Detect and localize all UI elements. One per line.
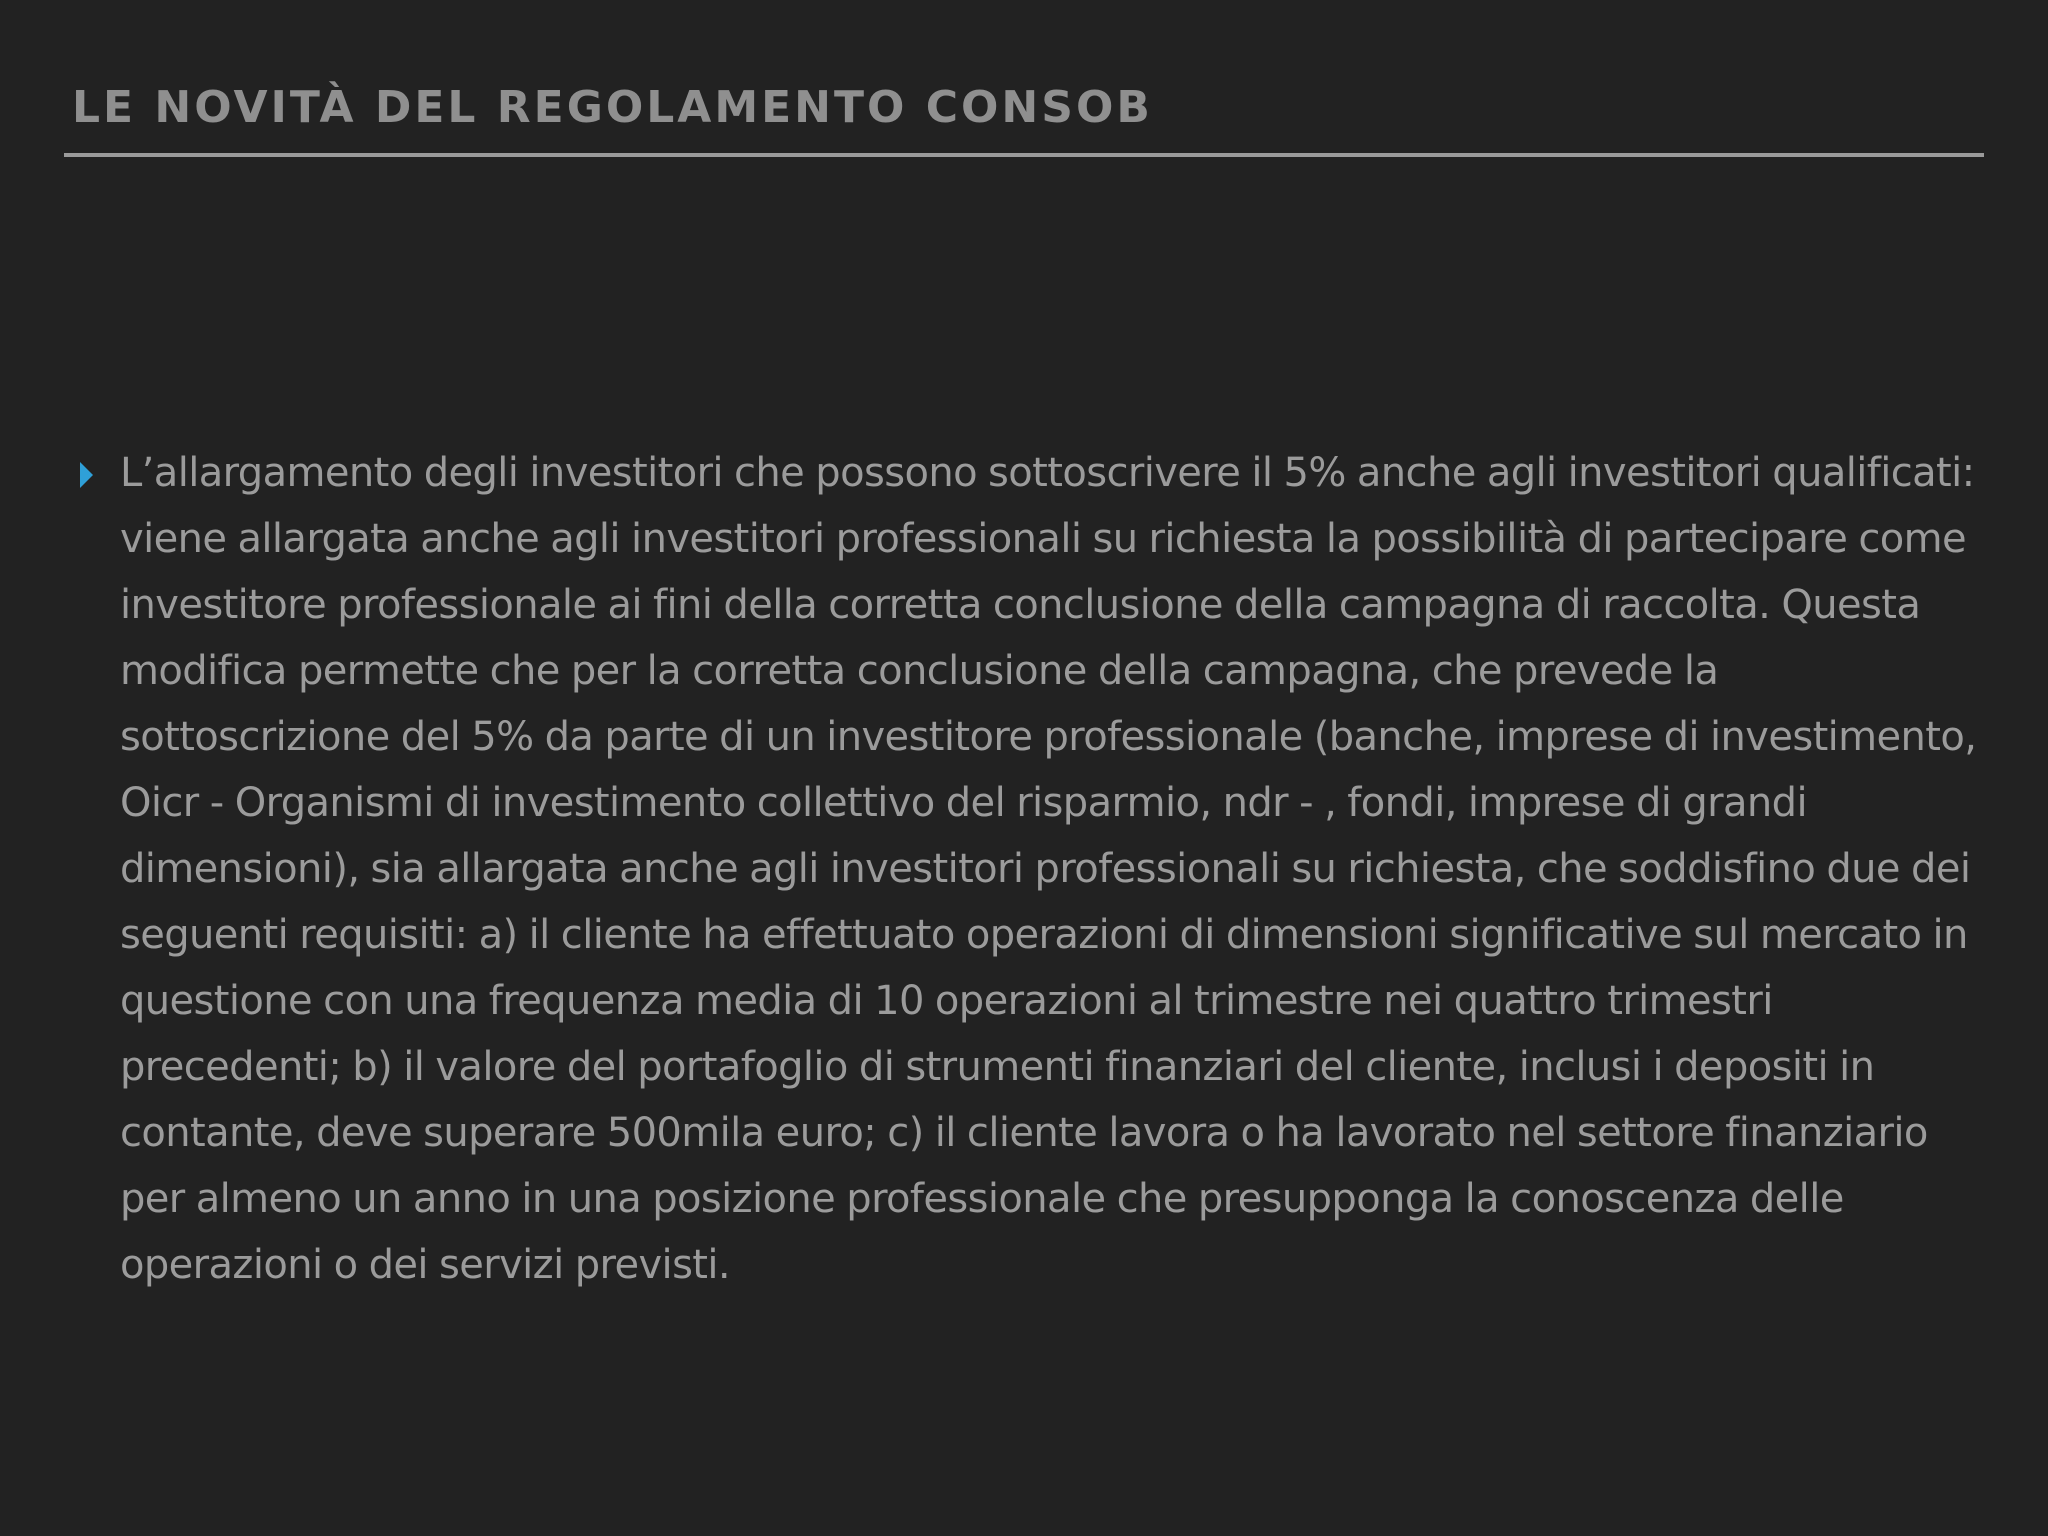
bullet-item (72, 440, 1992, 1298)
bullet-list (72, 440, 1992, 1298)
title-divider (64, 153, 1984, 157)
bullet-text: L’allargamento degli investitori che possono sottoscrivere il 5% anche agli investitori qualificati: viene allargata anche agli investitori professionali su richiesta la possibilità di partecipare come investitore professionale ai fini della corretta conclusione della campagna di raccolta. Questa modifica permette che per la corretta conclusione della campagna, che prevede la sottoscrizione del 5% da parte di un investitore professionale (banche, imprese di investimento, Oicr - Organismi di investimento collettivo del risparmio, ndr - , fondi, imprese di grandi dimensioni), sia allargata anche agli investitori professionali su richiesta, che soddisfino due dei seguenti requisiti: a) il cliente ha effettuato operazioni di dimensioni significative sul mercato in questione con una frequenza media di 10 operazioni al trimestre nei quattro trimestri precedenti; b) il valore del portafoglio di strumenti finanziari del cliente, inclusi i depositi in contante, deve superare 500mila euro; c) il cliente lavora o ha lavorato nel settore finanziario per almeno un anno in una posizione professionale che presupponga la conoscenza delle operazioni o dei servizi previsti. (120, 450, 1977, 1288)
slide-title: LE NOVITÀ DEL REGOLAMENTO CONSOB (72, 82, 1153, 133)
triangle-bullet-icon (80, 462, 93, 488)
